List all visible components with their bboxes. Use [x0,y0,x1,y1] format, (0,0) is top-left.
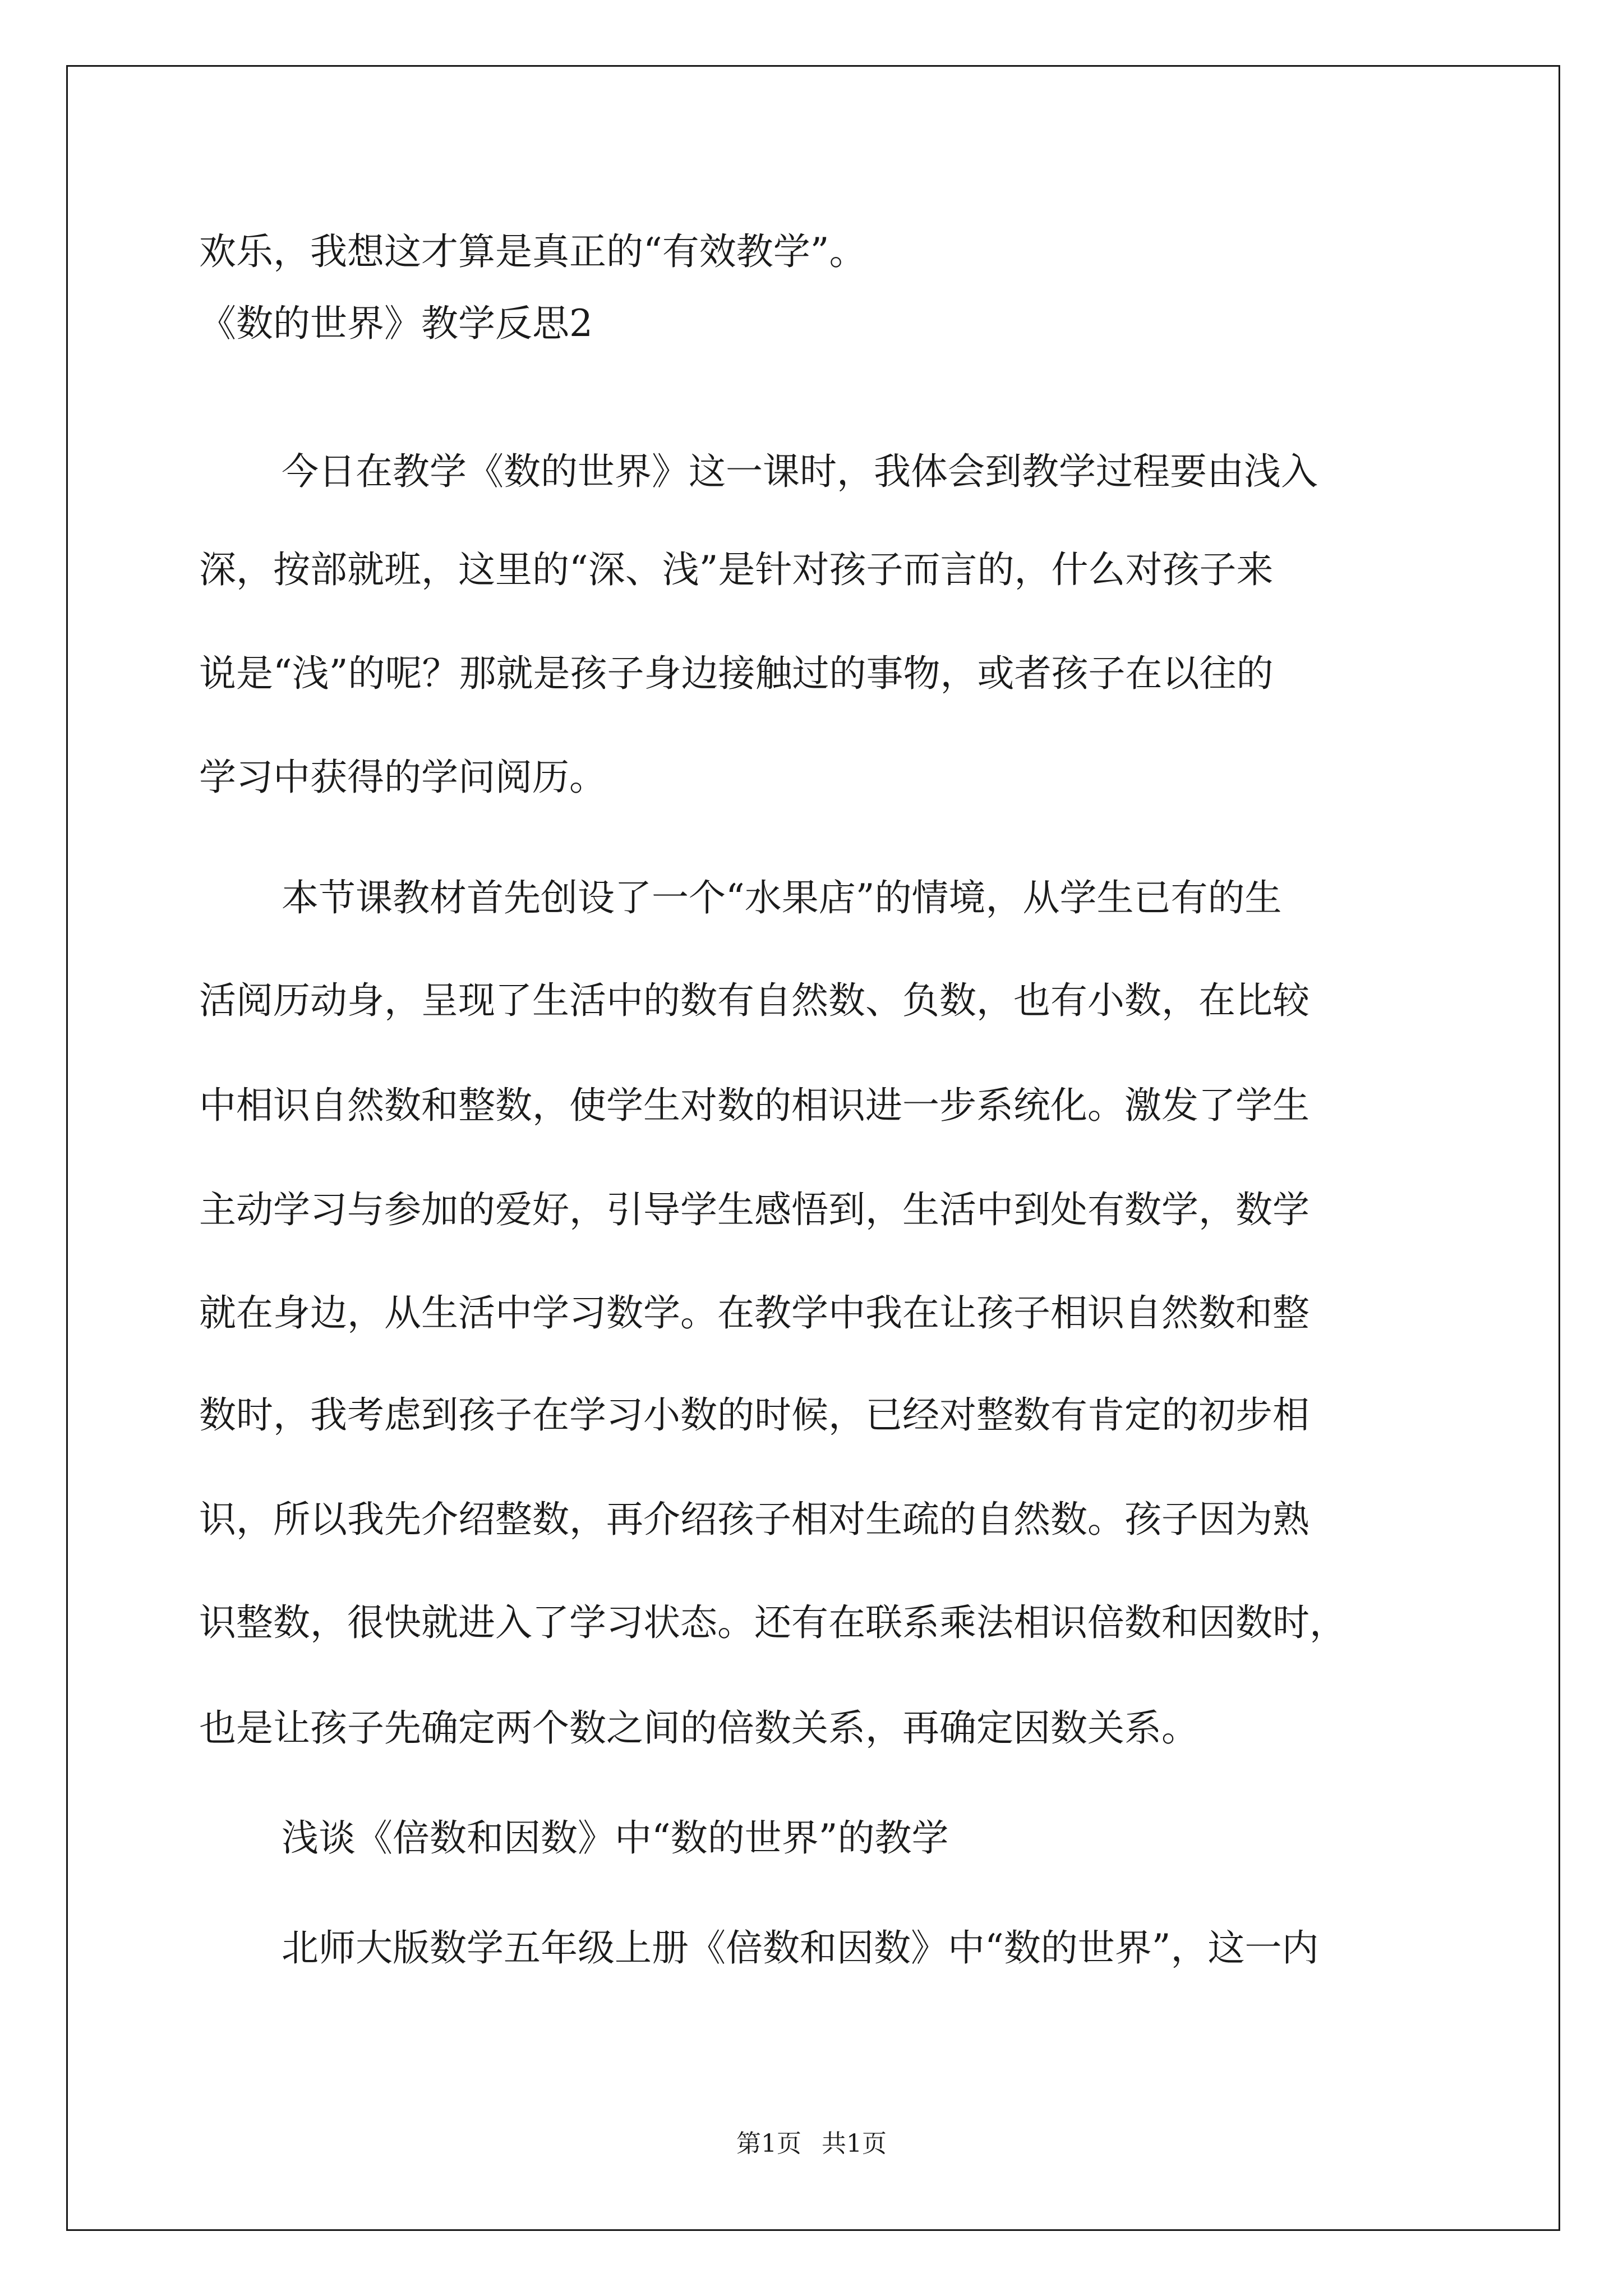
text-line: 说是“浅”的呢？那就是孩子身边接触过的事物，或者孩子在以往的 [199,652,1274,695]
text-line: 识整数，很快就进入了学习状态。还有在联系乘法相识倍数和因数时， [199,1601,1347,1644]
text-line: 今日在教学《数的世界》这一课时，我体会到教学过程要由浅入 [282,450,1318,493]
text-line: 深，按部就班，这里的“深、浅”是针对孩子而言的，什么对孩子来 [199,548,1274,591]
section-heading: 《数的世界》教学反思2 [199,302,593,345]
text-line: 识，所以我先介绍整数，再介绍孩子相对生疏的自然数。孩子因为熟 [199,1498,1310,1541]
page-footer [0,2129,1623,2158]
text-line: 数时，我考虑到孩子在学习小数的时候，已经对整数有肯定的初步相 [199,1393,1310,1437]
section-heading: 浅谈《倍数和因数》中“数的世界”的教学 [282,1816,949,1860]
page-border [66,65,1560,2231]
text-line: 北师大版数学五年级上册《倍数和因数》中“数的世界”，这一内 [282,1926,1319,1970]
text-line: 学习中获得的学问阅历。 [199,756,606,799]
text-line: 也是让孩子先确定两个数之间的倍数关系，再确定因数关系。 [199,1706,1198,1750]
text-line: 本节课教材首先创设了一个“水果店”的情境，从学生已有的生 [282,876,1282,919]
text-line: 活阅历动身，呈现了生活中的数有自然数、负数，也有小数，在比较 [199,979,1310,1022]
page-total: 共1页 [822,2129,887,2158]
text-line: 就在身边，从生活中学习数学。在教学中我在让孩子相识自然数和整 [199,1291,1310,1335]
text-line: 欢乐，我想这才算是真正的“有效教学”。 [199,230,866,273]
text-line: 中相识自然数和整数，使学生对数的相识进一步系统化。激发了学生 [199,1084,1310,1127]
page-number: 第1页 [736,2129,801,2158]
text-line: 主动学习与参加的爱好，引导学生感悟到，生活中到处有数学，数学 [199,1188,1310,1231]
